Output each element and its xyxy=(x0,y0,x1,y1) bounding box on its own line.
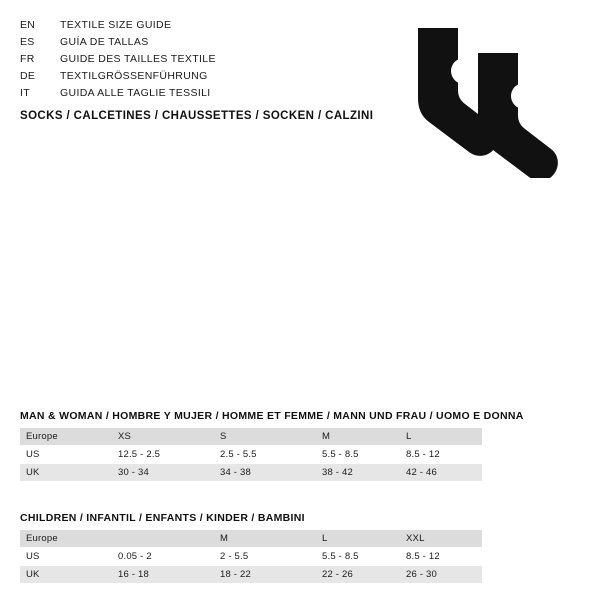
table-title-man-woman: MAN & WOMAN / HOMBRE Y MUJER / HOMME ET FEMME / MANN UND FRAU / UOMO E DONNA xyxy=(20,410,524,422)
language-code-it: IT xyxy=(20,87,30,99)
language-row-en xyxy=(20,17,380,34)
row-label-us: US xyxy=(20,446,112,464)
language-text-es: GUÍA DE TALLAS xyxy=(60,36,149,48)
cell-us-xs: 12.5 - 2.5 xyxy=(112,446,214,464)
cell-uk-l: 22 - 26 xyxy=(316,566,400,584)
language-code-en: EN xyxy=(20,19,36,31)
cell-us-s: 2.5 - 5.5 xyxy=(214,446,316,464)
column-header-m: M xyxy=(316,428,400,446)
table-row xyxy=(20,548,482,566)
table-section-children xyxy=(20,512,580,584)
language-text-en: TEXTILE SIZE GUIDE xyxy=(60,19,172,31)
language-text-de: TEXTILGRÖSSENFÜHRUNG xyxy=(60,70,208,82)
row-label-us: US xyxy=(20,548,112,566)
column-header-europe: Europe xyxy=(20,530,112,548)
size-table-children xyxy=(20,530,482,584)
language-list xyxy=(20,17,380,102)
table-header-row xyxy=(20,530,482,548)
cell-uk-c1: 16 - 18 xyxy=(112,566,214,584)
column-header-xs: XS xyxy=(112,428,214,446)
table-row xyxy=(20,566,482,584)
language-row-de xyxy=(20,68,380,85)
language-code-fr: FR xyxy=(20,53,35,65)
column-header-l: L xyxy=(400,428,482,446)
row-label-uk: UK xyxy=(20,566,112,584)
cell-us-l: 8.5 - 12 xyxy=(400,446,482,464)
language-row-it xyxy=(20,85,380,102)
column-header-s: S xyxy=(214,428,316,446)
table-title-children: CHILDREN / INFANTIL / ENFANTS / KINDER / BAMBINI xyxy=(20,512,305,524)
language-code-de: DE xyxy=(20,70,36,82)
socks-illustration xyxy=(400,18,580,178)
language-text-it: GUIDA ALLE TAGLIE TESSILI xyxy=(60,87,211,99)
language-code-es: ES xyxy=(20,36,35,48)
table-row xyxy=(20,464,482,482)
cell-uk-s: 34 - 38 xyxy=(214,464,316,482)
cell-uk-m: 18 - 22 xyxy=(214,566,316,584)
size-table-man-woman xyxy=(20,428,482,482)
language-row-fr xyxy=(20,51,380,68)
column-header-l: L xyxy=(316,530,400,548)
cell-us-c1: 0.05 - 2 xyxy=(112,548,214,566)
cell-uk-xxl: 26 - 30 xyxy=(400,566,482,584)
column-header-blank xyxy=(112,530,214,548)
cell-uk-xs: 30 - 34 xyxy=(112,464,214,482)
cell-uk-m: 38 - 42 xyxy=(316,464,400,482)
table-section-man-woman xyxy=(20,410,580,482)
cell-us-l: 5.5 - 8.5 xyxy=(316,548,400,566)
table-header-row xyxy=(20,428,482,446)
row-label-uk: UK xyxy=(20,464,112,482)
language-row-es xyxy=(20,34,380,51)
language-text-fr: GUIDE DES TAILLES TEXTILE xyxy=(60,53,216,65)
product-category-title: SOCKS / CALCETINES / CHAUSSETTES / SOCKEN / CALZINI xyxy=(20,110,374,122)
cell-us-xxl: 8.5 - 12 xyxy=(400,548,482,566)
cell-us-m: 5.5 - 8.5 xyxy=(316,446,400,464)
cell-us-m: 2 - 5.5 xyxy=(214,548,316,566)
column-header-europe: Europe xyxy=(20,428,112,446)
column-header-xxl: XXL xyxy=(400,530,482,548)
sock-shape-back xyxy=(478,53,558,178)
cell-uk-l: 42 - 46 xyxy=(400,464,482,482)
column-header-m: M xyxy=(214,530,316,548)
table-row xyxy=(20,446,482,464)
